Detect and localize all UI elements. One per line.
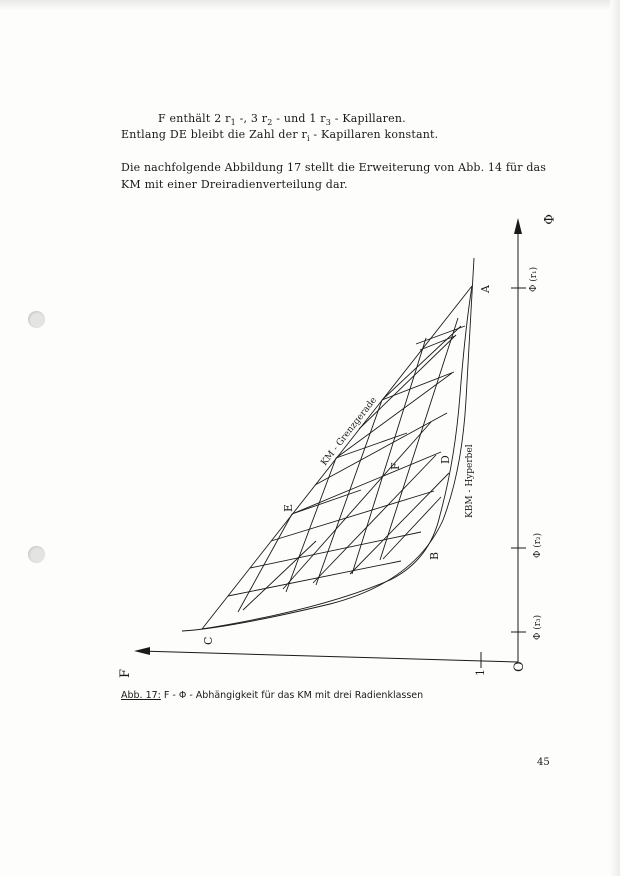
grid-line xyxy=(383,497,441,559)
label-km-grenzgerade: KM - Grenzgerade xyxy=(319,395,380,468)
page-number: 45 xyxy=(537,757,550,768)
grid-line xyxy=(359,335,456,429)
phi-axis-arrow xyxy=(514,218,522,234)
point-a: A xyxy=(479,285,492,293)
paragraph-line-1: Die nachfolgende Abbildung 17 stellt die Erweiterung von Abb. 14 für das xyxy=(121,161,547,174)
label-phi-r1: Φ (r₁) xyxy=(529,266,539,292)
diagram-lines xyxy=(182,258,474,631)
label-phi-axis: Φ xyxy=(540,214,555,225)
text-line-capillaries: F enthält 2 $r_1$ -, 3 $r_2$ - und 1 $r_3$ - Kapillaren. xyxy=(158,112,406,127)
grid-line xyxy=(238,514,292,612)
f-axis xyxy=(140,651,518,662)
figure-caption: Abb. 17: F - Φ - Abhängigkeit für das KM mit drei Radienklassen xyxy=(121,690,424,701)
grid-line xyxy=(243,541,316,610)
point-c: C xyxy=(202,636,215,645)
grid-line xyxy=(292,452,441,514)
grid-line xyxy=(382,326,461,400)
text-line-de: Entlang DE bleibt die Zahl der $r_i$ - Kapillaren konstant. xyxy=(121,128,439,143)
grid-line xyxy=(416,326,465,344)
grid-line xyxy=(271,491,434,541)
point-b: B xyxy=(428,551,441,560)
label-one: 1 xyxy=(474,669,487,676)
label-origin: O xyxy=(512,661,527,672)
grid-line xyxy=(313,455,436,583)
grid-line xyxy=(380,318,458,560)
label-phi-r3: Φ (r₃) xyxy=(533,614,543,640)
grid-line xyxy=(283,422,431,589)
f-axis-arrow xyxy=(134,647,150,655)
label-kbm-hyperbel: KBM - Hyperbel xyxy=(465,444,475,518)
point-f: F xyxy=(389,462,402,470)
label-f-axis: F xyxy=(118,668,133,678)
grid-line xyxy=(228,561,401,596)
paragraph-line-2: KM mit einer Dreiradienverteilung dar. xyxy=(121,178,348,191)
point-d: D xyxy=(439,455,452,464)
label-phi-r2: Φ (r₂) xyxy=(533,532,543,558)
kbm-hyperbel-curve xyxy=(182,258,474,631)
point-e: E xyxy=(282,503,295,512)
grid-line xyxy=(286,458,336,592)
